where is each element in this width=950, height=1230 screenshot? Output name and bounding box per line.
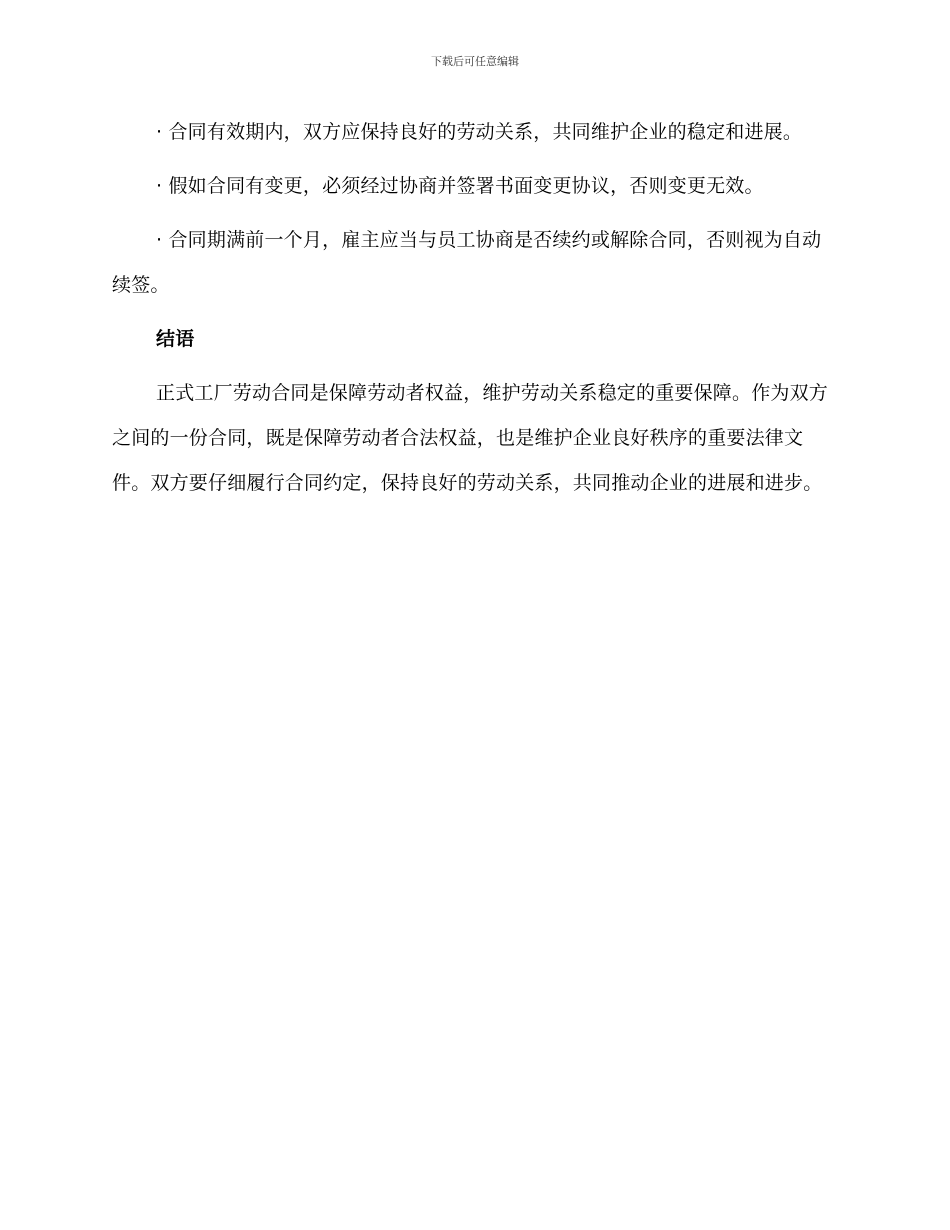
conclusion-paragraph: 正式工厂劳动合同是保障劳动者权益，维护劳动关系稳定的重要保障。作为双方之间的一份合同，既是保障劳动者合法权益，也是维护企业良好秩序的重要法律文件。双方要仔细履行合同约定，保持良好的劳动关系，共同推动企业的进展和进步。 xyxy=(112,382,829,494)
list-item: · 合同期满前一个月，雇主应当与员工协商是否续约或解除合同，否则视为自动续签。 xyxy=(112,229,822,296)
page-header: 下载后可任意编辑 xyxy=(431,55,519,68)
section-heading: 结语 xyxy=(156,328,195,350)
list-item: · 合同有效期内，双方应保持良好的劳动关系，共同维护企业的稳定和进展。 xyxy=(156,121,803,143)
document-body xyxy=(112,110,832,515)
list-item: · 假如合同有变更，必须经过协商并签署书面变更协议，否则变更无效。 xyxy=(156,175,764,197)
